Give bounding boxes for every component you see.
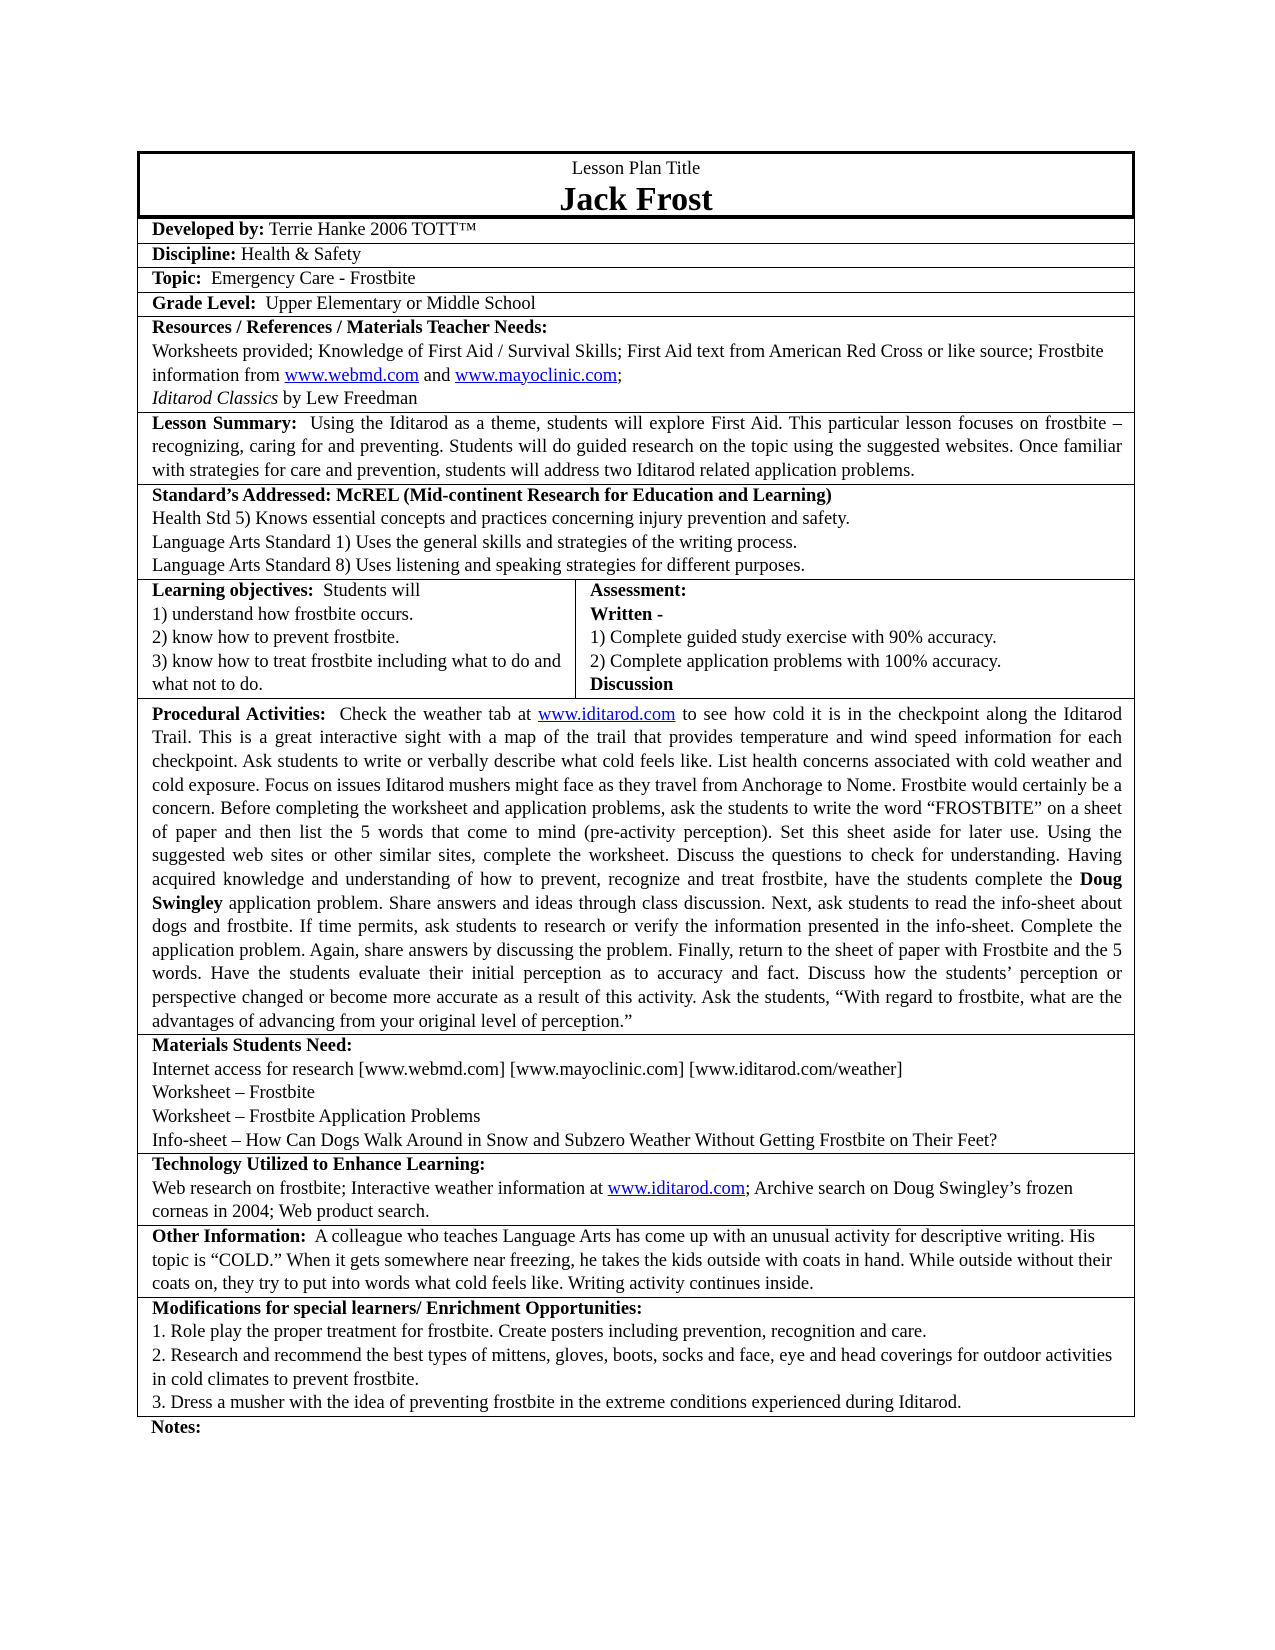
notes-label: Notes: bbox=[151, 1417, 202, 1438]
technology-text-1: Web research on frostbite; Interactive weather information at bbox=[152, 1178, 608, 1199]
modifications-row bbox=[138, 1297, 1135, 1416]
mayoclinic-link[interactable]: www.mayoclinic.com bbox=[454, 365, 618, 386]
assessment-cell bbox=[576, 579, 1135, 698]
procedural-text-1: Check the weather tab at bbox=[339, 704, 538, 725]
book-title: Iditarod Classics bbox=[152, 389, 279, 410]
title-label: Lesson Plan Title bbox=[571, 159, 701, 179]
assessment-heading: Assessment: bbox=[590, 580, 687, 601]
resources-and: and bbox=[419, 365, 455, 386]
iditarod-weather-link[interactable]: www.iditarod.com bbox=[537, 704, 676, 725]
doug-swingley-bold: Doug Swingley bbox=[152, 870, 1122, 914]
objective-item: 3) know how to treat frostbite including what to do and what not to do. bbox=[152, 651, 561, 696]
assessment-item: 2) Complete application problems with 100% accuracy. bbox=[590, 651, 1002, 672]
developed-row bbox=[138, 219, 1135, 244]
materials-row bbox=[138, 1035, 1135, 1154]
procedural-text-3: application problem. Share answers and ideas through class discussion. Next, ask students to read the info-sheet about dogs and frostbite. If time permits, ask students to research or verify the information presented in the info-sheet. Complete the application problem. Again, share answers by discussing the problem. Finally, return to the sheet of paper with Frostbite and the 5 words. Have the students evaluate their initial perception as to accuracy and fact. Discuss how the students’ perception or perspective changed or become more accurate as a result of this activity. Ask the students, “With regard to frostbite, what are the advantages of advancing from your original level of perception.” bbox=[152, 893, 1122, 1032]
resources-semicolon: ; bbox=[617, 365, 623, 386]
standard-item: Language Arts Standard 8) Uses listening and speaking strategies for different purposes. bbox=[152, 556, 806, 577]
title-box bbox=[137, 151, 1135, 218]
notes-section bbox=[137, 1417, 1135, 1441]
webmd-link[interactable]: www.webmd.com bbox=[284, 365, 420, 386]
grade-row bbox=[138, 292, 1135, 317]
topic-value: Emergency Care - Frostbite bbox=[210, 269, 416, 290]
resources-row bbox=[138, 317, 1135, 412]
standards-heading: Standard’s Addressed: McREL (Mid-continent Research for Education and Learning) bbox=[152, 485, 832, 506]
modification-item: 1. Role play the proper treatment for frostbite. Create posters including prevention, recognition and care. bbox=[152, 1322, 927, 1343]
procedural-text-2: to see how cold it is in the checkpoint along the Iditarod Trail. This is a great interactive sight with a map of the trail that provides temperature and wind speed information for each checkpoint. Ask students to write or verbally describe what cold feels like. List health concerns associated with cold weather and cold exposure. Focus on issues Iditarod mushers might face as they travel from Anchorage to Nome. Frostbite would certainly be a concern. Before completing the worksheet and application problems, ask the students to write the word “FROSTBITE” on a sheet of paper and then list the 5 words that come to mind (pre-activity perception). Set this sheet aside for later use. Using the suggested web sites or other similar sites, complete the worksheet. Discuss the questions to check for understanding. Having acquired knowledge and understanding of how to prevent, recognize and treat frostbite, have the students complete the bbox=[152, 704, 1122, 891]
other-info-row bbox=[138, 1225, 1135, 1297]
technology-row bbox=[138, 1154, 1135, 1226]
page-title: Jack Frost bbox=[559, 181, 713, 218]
developed-value: Terrie Hanke 2006 TOTT™ bbox=[268, 220, 477, 240]
standard-item: Language Arts Standard 1) Uses the general skills and strategies of the writing process. bbox=[152, 532, 798, 553]
other-text: A colleague who teaches Language Arts has come up with an unusual activity for descriptive writing. His topic is “COLD.” When it gets somewhere near freezing, he takes the kids outside with coats in hand. While outside without their coats on, they try to put into words what cold feels like. Writing activity continues inside. bbox=[152, 1226, 1113, 1295]
lesson-plan-table bbox=[137, 218, 1135, 1417]
modification-item: 3. Dress a musher with the idea of preventing frostbite in the extreme conditions experienced during Iditarod. bbox=[152, 1393, 962, 1414]
assessment-written: Written - bbox=[590, 604, 664, 625]
lesson-plan-document bbox=[137, 151, 1135, 1440]
standard-item: Health Std 5) Knows essential concepts and practices concerning injury prevention and safety. bbox=[152, 509, 850, 530]
material-item: Worksheet – Frostbite bbox=[152, 1083, 315, 1104]
modifications-heading: Modifications for special learners/ Enrichment Opportunities: bbox=[152, 1298, 643, 1319]
assessment-item: 1) Complete guided study exercise with 90% accuracy. bbox=[590, 628, 997, 649]
objectives-assessment-row bbox=[138, 579, 1135, 698]
objectives-intro: Students will bbox=[323, 580, 421, 601]
modification-item: 2. Research and recommend the best types of mittens, gloves, boots, socks and face, eye and head coverings for outdoor activities in cold climates to prevent frostbite. bbox=[152, 1345, 1113, 1390]
discipline-label: Discipline: bbox=[152, 244, 237, 265]
objective-item: 2) know how to prevent frostbite. bbox=[152, 628, 400, 649]
grade-value: Upper Elementary or Middle School bbox=[265, 293, 536, 314]
iditarod-link[interactable]: www.iditarod.com bbox=[607, 1178, 746, 1199]
objectives-cell bbox=[138, 579, 576, 698]
materials-heading: Materials Students Need: bbox=[152, 1036, 353, 1057]
book-author: by Lew Freedman bbox=[278, 389, 418, 410]
objective-item: 1) understand how frostbite occurs. bbox=[152, 604, 414, 625]
summary-text: Using the Iditarod as a theme, students will explore First Aid. This particular lesson focuses on frostbite – recognizing, caring for and preventing. Students will do guided research on the topic using the suggested websites. Once familiar with strategies for care and prevention, students will address two Iditarod related application problems. bbox=[152, 413, 1123, 481]
standards-row bbox=[138, 484, 1135, 579]
material-item: Info-sheet – How Can Dogs Walk Around in Snow and Subzero Weather Without Getting Frostbite on Their Feet? bbox=[152, 1130, 998, 1151]
discipline-row bbox=[138, 243, 1135, 268]
procedural-row bbox=[138, 698, 1135, 1034]
developed-label: Developed by: bbox=[152, 220, 265, 240]
summary-label: Lesson Summary: bbox=[152, 413, 298, 434]
topic-row bbox=[138, 268, 1135, 293]
topic-label: Topic: bbox=[152, 269, 202, 290]
assessment-discussion: Discussion bbox=[590, 675, 674, 696]
procedural-label: Procedural Activities: bbox=[152, 704, 326, 725]
other-label: Other Information: bbox=[152, 1226, 307, 1247]
discipline-value: Health & Safety bbox=[240, 244, 362, 265]
summary-row bbox=[138, 412, 1135, 484]
technology-heading: Technology Utilized to Enhance Learning: bbox=[152, 1155, 486, 1176]
objectives-label: Learning objectives: bbox=[152, 580, 314, 601]
grade-label: Grade Level: bbox=[152, 293, 257, 314]
material-item: Internet access for research [www.webmd.com] [www.mayoclinic.com] [www.iditarod.com/weather] bbox=[152, 1059, 903, 1080]
resources-heading: Resources / References / Materials Teacher Needs: bbox=[152, 318, 548, 339]
resources-text: Worksheets provided; Knowledge of First Aid / Survival Skills; First Aid text from American Red Cross or like source; Frostbite information from bbox=[152, 341, 1104, 386]
technology-text-2: ; Archive search on Doug Swingley’s frozen corneas in 2004; Web product search. bbox=[152, 1178, 1073, 1223]
material-item: Worksheet – Frostbite Application Problems bbox=[152, 1106, 481, 1127]
